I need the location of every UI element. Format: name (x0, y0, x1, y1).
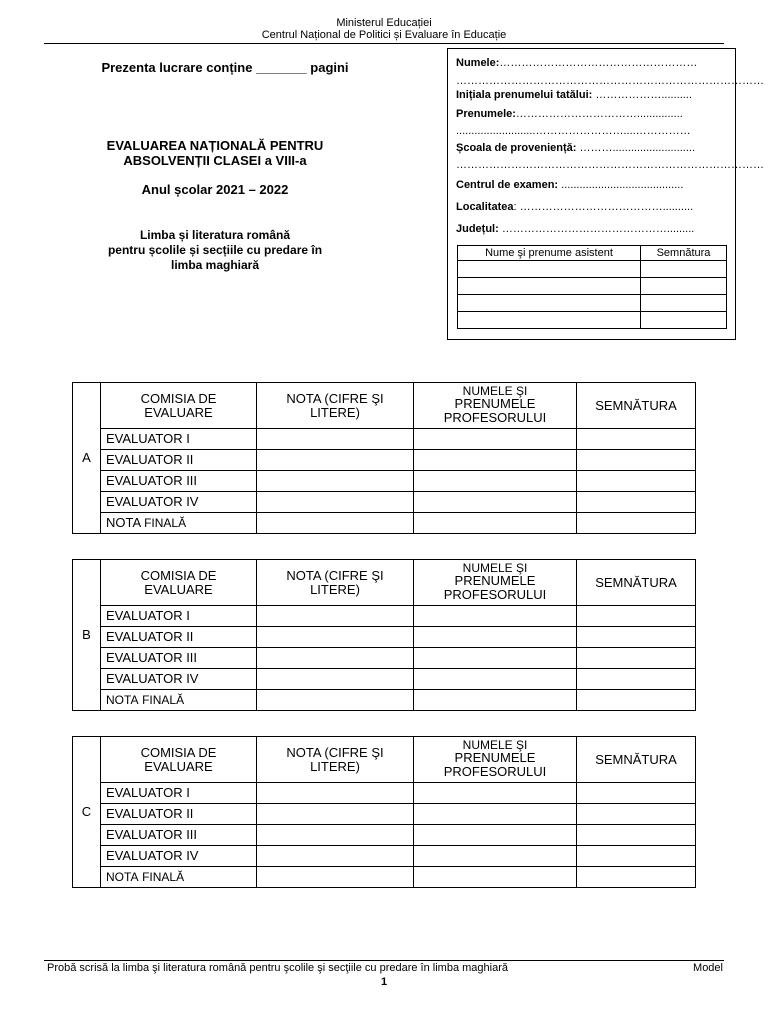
final-grade-label (101, 867, 257, 888)
final-grade-label-word1: NOTA (106, 870, 139, 884)
evaluator-label: EVALUATOR II (101, 450, 257, 471)
grade-cell[interactable] (257, 627, 414, 648)
assistant-signature-cell[interactable] (641, 278, 727, 295)
candidate-field-label: Centrul de examen: (456, 179, 559, 191)
footer (47, 962, 723, 975)
evaluator-row (73, 471, 696, 492)
evaluator-row (73, 492, 696, 513)
candidate-field-dots: ……………………………………………… (499, 57, 698, 69)
evaluator-row (73, 825, 696, 846)
evaluator-row (73, 669, 696, 690)
evaluator-row (73, 846, 696, 867)
signature-cell[interactable] (577, 783, 696, 804)
grade-cell[interactable] (257, 846, 414, 867)
grade-header: NOTA (CIFRE ŞI LITERE) (257, 737, 414, 783)
teacher-header-line1: NUMELE ŞI (462, 561, 528, 575)
pages-note: Prezenta lucrare conține _______ pagini (101, 60, 349, 75)
grade-header: NOTA (CIFRE ŞI LITERE) (257, 560, 414, 606)
teacher-name-cell[interactable] (414, 450, 577, 471)
teacher-header-line2: PRENUMELE PROFESORULUI (443, 573, 547, 602)
candidate-field[interactable] (456, 201, 728, 214)
final-grade-cell[interactable] (257, 690, 414, 711)
evaluator-label: EVALUATOR IV (101, 669, 257, 690)
candidate-field-dots: ..........................……………………....…………… (456, 125, 691, 137)
signature-header: SEMNĂTURA (577, 383, 696, 429)
teacher-name-cell[interactable] (414, 825, 577, 846)
candidate-field-label: Școala de proveniență: (456, 142, 577, 154)
candidate-field-label: Inițiala prenumelui tatălui: (456, 89, 593, 101)
evaluator-label: EVALUATOR III (101, 648, 257, 669)
candidate-field-dots: ……………….......... (592, 89, 692, 101)
final-grade-label-word1: NOTA (106, 515, 141, 530)
candidate-field[interactable] (456, 75, 764, 88)
evaluator-row (73, 606, 696, 627)
final-grade-label-word2: FINALĂ (144, 516, 187, 530)
final-signature-cell[interactable] (577, 690, 696, 711)
teacher-name-cell[interactable] (414, 804, 577, 825)
signature-header: SEMNĂTURA (577, 560, 696, 606)
final-grade-row (73, 513, 696, 534)
teacher-name-cell[interactable] (414, 492, 577, 513)
candidate-field-dots: ……………………………............... (515, 108, 683, 120)
candidate-field-dots: ........................................ (558, 179, 684, 191)
assistant-signature-cell[interactable] (641, 295, 727, 312)
candidate-field-dots: ………………………………………………………………………… (456, 159, 764, 171)
candidate-field[interactable] (456, 89, 728, 102)
teacher-header-line2: PRENUMELE PROFESORULUI (443, 396, 547, 425)
final-grade-label-word2: FINALĂ (142, 693, 185, 707)
assistant-name-cell[interactable] (458, 278, 641, 295)
assistant-name-header: Nume şi prenume asistent (458, 246, 641, 261)
signature-header: SEMNĂTURA (577, 737, 696, 783)
evaluator-label: EVALUATOR II (101, 627, 257, 648)
assistant-signature-cell[interactable] (641, 312, 727, 329)
commission-header: COMISIA DE EVALUARE (101, 560, 257, 606)
center-name: Centrul Național de Politici și Evaluare în Educație (261, 29, 507, 41)
evaluator-row (73, 450, 696, 471)
grade-cell[interactable] (257, 606, 414, 627)
evaluation-table-c (72, 736, 696, 888)
candidate-field-label: Numele: (456, 57, 500, 69)
candidate-field-label: Județul: (456, 223, 499, 235)
evaluator-row (73, 783, 696, 804)
evaluator-label: EVALUATOR III (101, 825, 257, 846)
evaluator-label: EVALUATOR IV (101, 846, 257, 867)
grade-cell[interactable] (257, 648, 414, 669)
subject-line2: pentru școlile și secțiile cu predare în (107, 243, 323, 257)
candidate-field[interactable] (456, 57, 728, 70)
evaluator-row (73, 648, 696, 669)
footer-rule (44, 960, 724, 961)
final-grade-label-word2: FINALĂ (142, 870, 185, 884)
commission-header: COMISIA DE EVALUARE (101, 737, 257, 783)
evaluator-label: EVALUATOR I (101, 606, 257, 627)
final-teacher-cell[interactable] (414, 513, 577, 534)
signature-cell[interactable] (577, 606, 696, 627)
evaluator-label: EVALUATOR IV (101, 492, 257, 513)
evaluator-label: EVALUATOR III (101, 471, 257, 492)
final-grade-label (101, 690, 257, 711)
signature-cell[interactable] (577, 804, 696, 825)
ministry-name: Ministerul Educației (336, 17, 432, 29)
header-rule (44, 43, 724, 44)
final-grade-row (73, 690, 696, 711)
teacher-name-cell[interactable] (414, 606, 577, 627)
candidate-field-label: Localitatea (456, 201, 514, 213)
teacher-name-cell[interactable] (414, 627, 577, 648)
evaluator-row (73, 804, 696, 825)
commission-header: COMISIA DE EVALUARE (101, 383, 257, 429)
teacher-name-cell[interactable] (414, 648, 577, 669)
grade-cell[interactable] (257, 450, 414, 471)
teacher-header-line2: PRENUMELE PROFESORULUI (443, 750, 547, 779)
signature-cell[interactable] (577, 627, 696, 648)
signature-cell[interactable] (577, 429, 696, 450)
teacher-name-cell[interactable] (414, 846, 577, 867)
signature-cell[interactable] (577, 669, 696, 690)
page-number: 1 (380, 976, 388, 988)
exam-title-line1: EVALUAREA NAȚIONALĂ PENTRU (106, 138, 324, 153)
teacher-header (414, 560, 577, 606)
candidate-field[interactable] (456, 108, 728, 121)
final-signature-cell[interactable] (577, 513, 696, 534)
grade-cell[interactable] (257, 429, 414, 450)
grade-cell[interactable] (257, 669, 414, 690)
candidate-field-dots: ………………………………………………………………………… (456, 75, 764, 87)
candidate-info-box (447, 48, 764, 340)
grade-header: NOTA (CIFRE ŞI LITERE) (257, 383, 414, 429)
signature-cell[interactable] (577, 846, 696, 867)
grade-cell[interactable] (257, 804, 414, 825)
teacher-header-line1: NUMELE ŞI (462, 738, 528, 752)
evaluator-row (73, 627, 696, 648)
teacher-name-cell[interactable] (414, 429, 577, 450)
final-teacher-cell[interactable] (414, 690, 577, 711)
candidate-field-label: Prenumele: (456, 108, 516, 120)
candidate-field-dots: ………………………………………......... (498, 223, 695, 235)
exam-title (40, 138, 390, 168)
signature-cell[interactable] (577, 492, 696, 513)
signature-cell[interactable] (577, 825, 696, 846)
exam-title-line2: ABSOLVENȚII CLASEI a VIII-a (123, 153, 307, 168)
candidate-field[interactable] (456, 125, 728, 138)
grade-cell[interactable] (257, 783, 414, 804)
assistant-signature-cell[interactable] (641, 261, 727, 278)
assistant-name-cell[interactable] (458, 295, 641, 312)
evaluation-table-b (72, 559, 696, 711)
final-signature-cell[interactable] (577, 867, 696, 888)
candidate-field-dots: : ………………………………….......... (513, 201, 694, 213)
teacher-header (414, 383, 577, 429)
grade-cell[interactable] (257, 492, 414, 513)
final-grade-cell[interactable] (257, 867, 414, 888)
evaluator-row (73, 429, 696, 450)
final-grade-label (101, 513, 257, 534)
subject (40, 228, 390, 273)
school-year: Anul școlar 2021 – 2022 (141, 182, 289, 197)
footer-model: Model (693, 962, 723, 974)
candidate-field[interactable] (456, 142, 728, 155)
table-letter: B (73, 560, 101, 711)
table-letter: C (73, 737, 101, 888)
assistant-signature-header: Semnătura (641, 246, 727, 261)
evaluator-label: EVALUATOR I (101, 783, 257, 804)
candidate-field[interactable] (456, 179, 728, 192)
signature-cell[interactable] (577, 450, 696, 471)
assistant-name-cell[interactable] (458, 312, 641, 329)
candidate-field[interactable] (456, 223, 728, 236)
evaluator-label: EVALUATOR I (101, 429, 257, 450)
teacher-header (414, 737, 577, 783)
grade-cell[interactable] (257, 471, 414, 492)
evaluator-label: EVALUATOR II (101, 804, 257, 825)
candidate-field-dots: ………........................... (576, 142, 696, 154)
teacher-name-cell[interactable] (414, 471, 577, 492)
teacher-header-line1: NUMELE ŞI (462, 384, 528, 398)
final-teacher-cell[interactable] (414, 867, 577, 888)
candidate-field[interactable] (456, 159, 764, 172)
subject-line1: Limba și literatura română (139, 228, 291, 242)
grade-cell[interactable] (257, 825, 414, 846)
table-letter: A (73, 383, 101, 534)
assistant-name-cell[interactable] (458, 261, 641, 278)
teacher-name-cell[interactable] (414, 783, 577, 804)
final-grade-label-word1: NOTA (106, 693, 139, 707)
signature-cell[interactable] (577, 648, 696, 669)
assistant-table (457, 245, 727, 329)
evaluation-table-a (72, 382, 696, 534)
subject-line3: limba maghiară (170, 258, 260, 272)
final-grade-row (73, 867, 696, 888)
footer-text: Probă scrisă la limba şi literatura română pentru şcolile şi secţiile cu predare în limba maghiară (47, 962, 508, 974)
teacher-name-cell[interactable] (414, 669, 577, 690)
final-grade-cell[interactable] (257, 513, 414, 534)
signature-cell[interactable] (577, 471, 696, 492)
